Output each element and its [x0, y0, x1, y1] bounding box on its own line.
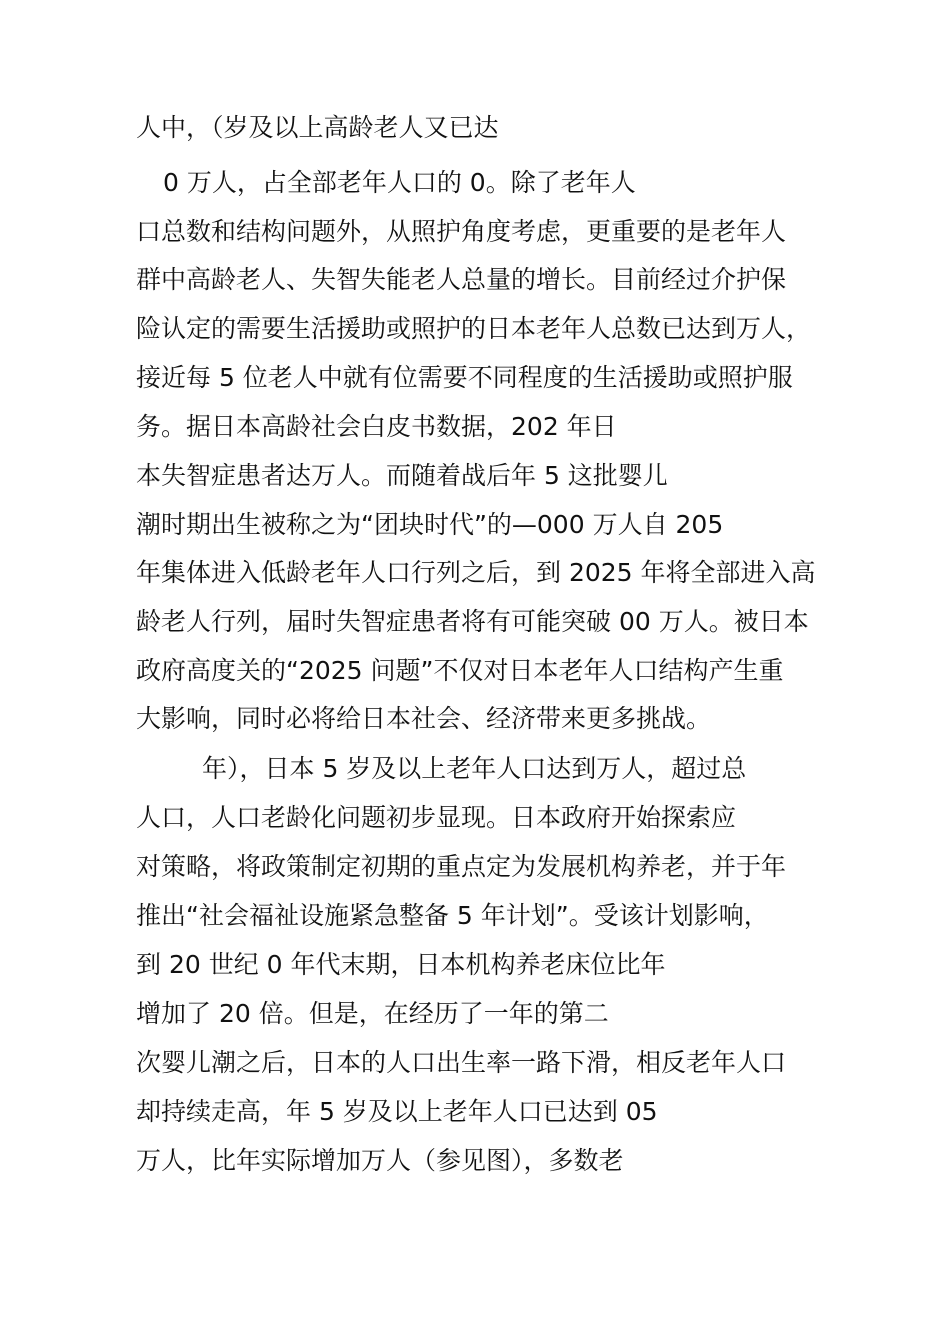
text-line-9: 潮时期出生被称之为“团块时代”的—000 万人自 205: [136, 510, 724, 539]
text-line-5: 险认定的需要生活援助或照护的日本老年人总数已达到万人，: [136, 314, 812, 343]
text-line-20: 次婴儿潮之后，日本的人口出生率一路下滑，相反老年人口: [136, 1048, 787, 1077]
text-line-18: 到 20 世纪 0 年代末期，日本机构养老床位比年: [136, 950, 666, 979]
text-line-6: 接近每 5 位老人中就有位需要不同程度的生活援助或照护服: [136, 363, 793, 392]
text-line-2: 0 万人，占全部老年人口的 0。除了老年人: [163, 168, 636, 197]
text-line-13: 大影响，同时必将给日本社会、经济带来更多挑战。: [136, 704, 712, 733]
text-line-3: 口总数和结构问题外，从照护角度考虑，更重要的是老年人: [136, 217, 787, 246]
text-line-14: 年），日本 5 岁及以上老年人口达到万人，超过总: [202, 754, 747, 783]
text-line-12: 政府高度关的“2025 问题”不仅对日本老年人口结构产生重: [136, 656, 784, 685]
text-line-8: 本失智症患者达万人。而随着战后年 5 这批婴儿: [136, 461, 668, 490]
text-line-7: 务。据日本高龄社会白皮书数据，202 年日: [136, 412, 617, 441]
text-line-4: 群中高龄老人、失智失能老人总量的增长。目前经过介护保: [136, 265, 787, 294]
text-line-17: 推出“社会福祉设施紧急整备 5 年计划”。受该计划影响，: [136, 901, 769, 930]
text-line-10: 年集体进入低龄老年人口行列之后，到 2025 年将全部进入高: [136, 558, 816, 587]
text-line-21: 却持续走高，年 5 岁及以上老年人口已达到 05: [136, 1097, 658, 1126]
text-line-15: 人口，人口老龄化问题初步显现。日本政府开始探索应: [136, 803, 737, 832]
text-line-19: 增加了 20 倍。但是，在经历了一年的第二: [136, 999, 609, 1028]
text-line-11: 龄老人行列，届时失智症患者将有可能突破 00 万人。被日本: [136, 607, 809, 636]
text-line-1: 人中，（岁及以上高龄老人又已达: [136, 113, 499, 142]
text-line-16: 对策略，将政策制定初期的重点定为发展机构养老，并于年: [136, 852, 787, 881]
text-line-22: 万人，比年实际增加万人（参见图），多数老: [136, 1146, 624, 1175]
